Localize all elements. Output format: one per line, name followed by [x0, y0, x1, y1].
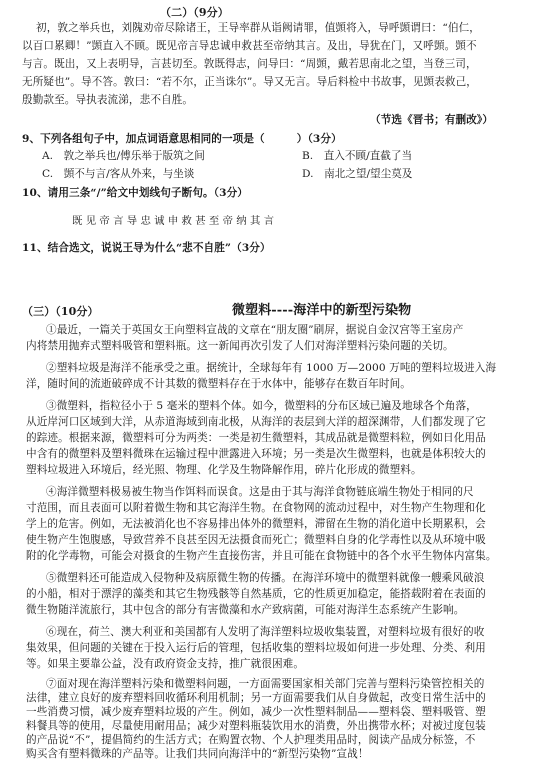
passage-line: 以百口累卿！”顗直入不顾。既见帝言导忠诚申救甚至帝纳其言。及出，导犹在门，又呼顗。顗不 [22, 40, 477, 52]
paragraph-line: 微生物随洋流旅行，其中包含的部分有害微藻和水产致病菌，可能对海洋生态系统产生影响。 [26, 604, 465, 616]
paragraph-line: ⑤微塑料还可能造成入侵物种及病原微生物的传播。在海洋环境中的微塑料就像一艘乘风破浪 [46, 572, 485, 584]
passage-source: （节选《晋书；有删改》） [370, 114, 494, 126]
paragraph-line: ④海洋微塑料极易被生物当作饵料而误食。这是由于其与海洋食物链底端生物处于相同的尺 [46, 486, 474, 498]
paragraph-line: 一些消费习惯，减少废弃塑料垃圾的产生。例如，减少一次性塑料制品——塑料袋、塑料吸管、塑 [26, 706, 486, 718]
paragraph-line: 集效果，但问题的关键在于投入运行后的管理，包括收集的塑料垃圾如何进一步处理、分类、利用 [26, 642, 486, 654]
option-d: D. 南北之望/望尘莫及 [302, 168, 413, 180]
paragraph-line: 学上的危害。例如，无法被消化也不容易排出体外的微塑料，滞留在生物的消化道中长期累积，会 [26, 518, 486, 530]
paragraph-line: 的踪迹。根据来源，微塑料可分为两类：一类是初生微塑料，其成品就是微塑料粒，例如日化用品 [26, 432, 486, 444]
paragraph-line: ②塑料垃圾是海洋不能承受之重。据统计，全球每年有 1000 万—2000 万吨的塑料垃圾进入海 [46, 362, 497, 374]
question-10-sentence: 既见帝言导忠诚申救甚至帝纳其言 [72, 215, 278, 227]
section-2-heading: （二）（9分） [160, 6, 229, 19]
paragraph-line: 附的化学毒物，可能会对摄食的生物产生直接伤害，并且可能在食物链中的各个水平生物体内富集。 [26, 550, 497, 562]
paragraph-line: 中含有的微塑料及塑料微珠在运输过程中泄露进入环境；另一类是次生微塑料，也就是体积较大的 [26, 448, 486, 460]
paragraph-line: ⑦面对现在海洋塑料污染和微塑料问题，一方面需要国家相关部门完善与塑料污染管控相关的 [46, 678, 485, 690]
option-b: B. 直入不顾/直截了当 [302, 150, 413, 162]
paragraph-line: 法律，建立良好的废弃塑料回收循环利用机制；另一方面需要我们从自身做起，改变日常生活中的 [26, 692, 486, 704]
paragraph-line: ③微塑料，指粒径小于 5 毫米的塑料个体。如今，微塑料的分布区域已遍及地球各个角落， [46, 400, 477, 412]
paragraph-line: 料餐具等的使用，尽量使用耐用品；减少对塑料瓶装饮用水的消费，外出携带水杯；对被过度包装 [26, 720, 486, 732]
paragraph-line: ①最近，一篇关于英国女王向塑料宣战的文章在“朋友圈”刷屏，据说自金汉宫等王室房产 [46, 324, 464, 336]
passage-line: 初，敦之举兵也，刘隗劝帝尽除诸王，王导率群从诣阙请罪，值顗将入，导呼顗谓曰：“伯仁， [36, 22, 480, 34]
paragraph-line: 的产品说“不”，提倡简约的生活方式；在购置衣物、个人护理类用品时，阅读产品成分标签，不 [26, 734, 476, 746]
paragraph-line: 等。如果主要靠公益，没有政府资金支持，推广就很困难。 [26, 658, 305, 670]
article-title: 微塑料----海洋中的新型污染物 [232, 303, 412, 318]
passage-line: 与言。既出，又上表明导，言甚切至。敦既得志，问导曰：“周顗，戴若思南北之望，当登三司， [22, 58, 477, 70]
paragraph-line: 塑料垃圾进入环境后，经光照、物理、化学及生物降解作用，碎片化形成的微塑料。 [26, 464, 422, 476]
section-3-heading: （三）（10分） [22, 305, 99, 318]
option-c: C. 顗不与言/客从外来，与坐谈 [42, 168, 195, 180]
paragraph-line: 使生物产生饱腹感，导致营养不良甚至因无法摄食而死亡；微塑料自身的化学毒性以及从环境中吸 [26, 534, 486, 546]
passage-line: 殷勤款至。导执表流涕，悲不自胜。 [22, 94, 194, 106]
paragraph-line: 内将禁用抛弃式塑料吸管和塑料瓶。这一新闻再次引发了人们对海洋塑料污染问题的关切。 [26, 340, 454, 352]
paragraph-line: 购买含有塑料微珠的产品等。让我们共同向海洋中的“新型污染物”宣战！ [26, 748, 369, 760]
question-9: 9、下列各组句子中，加点词语意思相同的一项是（ ）（3分） [22, 133, 342, 145]
paragraph-line: 洋，随时间的流逝破碎成不计其数的微塑料存在于水体中，能够存在数百年时间。 [26, 378, 411, 390]
passage-line: 无所疑也”。导不答。敦曰：“若不尔，正当诛尔”。导又无言。导后料检中书故事，见顗表救己， [22, 76, 477, 88]
question-10: 10、请用三条“/”给文中划线句子断句。（3分） [22, 187, 248, 199]
paragraph-line: 寸范围，而且表面可以附着微生物和其它海洋生物。在食物网的流动过程中，对生物产生物理和化 [26, 502, 486, 514]
option-a: A. 敦之举兵也/傅乐举于版筑之间 [42, 150, 205, 162]
question-11: 11、结合选文，说说王导为什么“悲不自胜”（3分） [22, 242, 271, 254]
paragraph-line: ⑥现在，荷兰、澳大利亚和美国都有人发明了海洋塑料垃圾收集装置，对塑料垃圾有很好的收 [46, 626, 485, 638]
paragraph-line: 的小船，相对于漂浮的藻类和其它生物残骸等自然基质，它的性质更加稳定，能搭载附着在表面的 [26, 588, 486, 600]
paragraph-line: 从近岸河口区域到大洋，从赤道海域到南北极，从海洋的表层到大洋的超深渊带，人们都发现了它 [26, 416, 486, 428]
